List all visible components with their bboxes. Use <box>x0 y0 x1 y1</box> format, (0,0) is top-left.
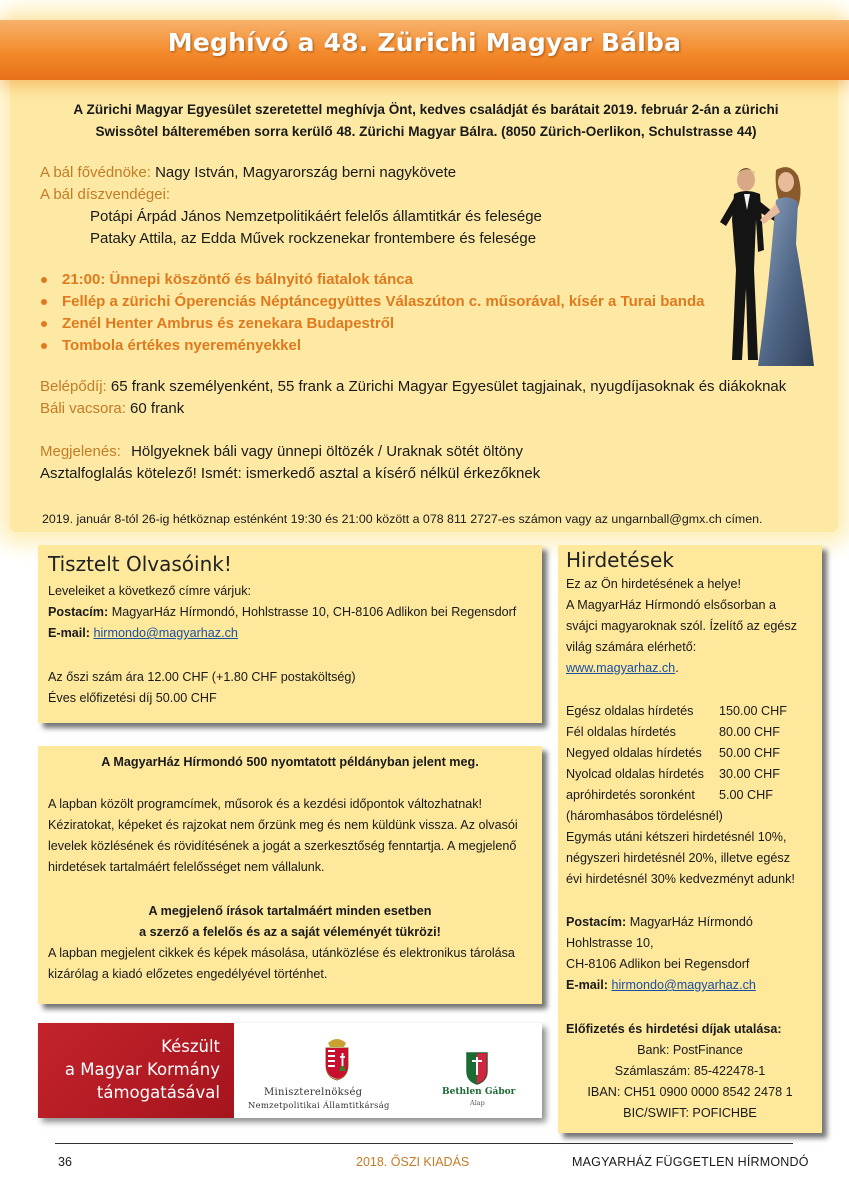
table-note: Asztalfoglalás kötelező! Ismét: ismerkedő asztal a kísérő nélkül érkezőknek <box>40 465 541 482</box>
readers-intro: Leveleiket a következő címre várjuk: <box>48 584 251 598</box>
notice-text-5: A lapban megjelent cikkek és képek másolása, utánközlése és elektronikus tárolása <box>48 946 515 960</box>
bethlen-gabor-logo-icon <box>465 1051 489 1085</box>
website-link[interactable]: www.magyarhaz.ch <box>566 661 676 675</box>
notice-text-6: kizárólag a kiadó előzetes engedélyével történhet. <box>48 967 328 981</box>
discount-line-3: négyszeri hirdetésnél 20%, illetve egész <box>566 851 791 865</box>
notice-heading: A MagyarHáz Hírmondó 500 nyomtatott példányban jelent meg. <box>101 755 479 769</box>
notice-text-4: hirdetések tartalmáért felelősséget nem vállalunk. <box>48 860 325 874</box>
payment-title: Előfizetés és hirdetési díjak utalása: <box>566 1022 782 1036</box>
guest-1: Potápi Árpád János Nemzetpolitikáért felelős államtitkár és felesége <box>90 208 542 225</box>
guest-2: Pataky Attila, az Edda Művek rockzenekar frontembere és felesége <box>90 230 537 247</box>
notice-text-2: Kéziratokat, képeket és rajzokat nem őrzünk meg és nem küldünk vissza. Az olvasói <box>48 818 518 832</box>
readers-title: Tisztelt Olvasóink! <box>48 552 232 576</box>
price-value: 80.00 CHF <box>719 725 780 739</box>
postal-value: MagyarHáz Hírmondó, Hohlstrasse 10, CH-8106 Adlikon bei Regensdorf <box>111 605 517 619</box>
invitation-intro <box>36 99 816 143</box>
ads-box <box>558 545 822 1133</box>
program-item-3: Zenél Henter Ambrus és zenekara Budapestről <box>62 315 395 332</box>
notice-bold-1: A megjelenő írások tartalmáért minden esetben <box>148 904 432 918</box>
bullet-icon <box>41 321 47 327</box>
price-name: Fél oldalas hírdetés <box>566 725 676 739</box>
discount-line-1: (háromhasábos tördelésnél) <box>566 809 723 823</box>
dinner-label: Báli vacsora: <box>40 400 126 417</box>
support-line-3: támogatásával <box>96 1083 220 1102</box>
program-item-1: 21:00: Ünnepi köszöntő és bálnyitó fiatalok tánca <box>62 271 413 288</box>
ads-postal-line <box>566 912 753 933</box>
price-value: 50.00 CHF <box>719 746 780 760</box>
fund-subtitle: Alap <box>470 1099 485 1107</box>
dress-label: Megjelenés: <box>40 443 121 460</box>
notice-text-3: levelek közlésének és rövidítésének a jogát a szerkesztőség fenntartja. A megjelenő <box>48 839 517 853</box>
price-line: Az őszi szám ára 12.00 CHF (+1.80 CHF postaköltség) <box>48 670 356 684</box>
patron-value: Nagy István, Magyarország berni nagykövete <box>155 164 457 181</box>
fee-line <box>40 376 786 398</box>
fee-label: Belépődíj: <box>40 378 107 395</box>
price-name: apróhirdetés soronként <box>566 788 695 802</box>
notice-bold-2: a szerző a felelős és az a saját véleményét tükrözi! <box>139 925 441 939</box>
program-item-2: Fellép a zürichi Óperenciás Néptáncegyüttes Válaszúton c. műsorával, kísér a Turai banda <box>62 293 705 310</box>
discount-line-2: Egymás utáni kétszeri hirdetésnél 10%, <box>566 830 787 844</box>
support-line-2: a Magyar Kormány <box>64 1060 220 1079</box>
price-value: 30.00 CHF <box>719 767 780 781</box>
readers-postal <box>48 602 516 623</box>
price-value: 5.00 CHF <box>719 788 773 802</box>
invitation-title: Meghívó a 48. Zürichi Magyar Bálba <box>167 28 682 57</box>
ads-line-2: A MagyarHáz Hírmondó elsősorban a <box>566 598 776 612</box>
ads-line-1: Ez az Ön hirdetésének a helye! <box>566 577 742 591</box>
ads-title: Hirdetések <box>566 548 674 572</box>
price-name: Nyolcad oldalas hírdetés <box>566 767 704 781</box>
dinner-value: 60 frank <box>130 400 185 417</box>
support-line-1: Készült <box>161 1037 220 1056</box>
patron-line <box>40 162 456 184</box>
payment-iban: IBAN: CH51 0900 0000 8542 2478 1 <box>587 1085 793 1099</box>
fund-name: Bethlen Gábor <box>442 1087 516 1097</box>
website-suffix: . <box>675 661 679 675</box>
fee-value: 65 frank személyenként, 55 frank a Zürichi Magyar Egyesület tagjainak, nyugdíjasoknak és diákoknak <box>110 378 787 395</box>
guests-label: A bál díszvendégei: <box>40 186 171 203</box>
bullet-icon <box>41 343 47 349</box>
ads-email-line <box>566 975 756 996</box>
ads-postal-city: CH-8106 Adlikon bei Regensdorf <box>566 957 750 971</box>
ministry-department: Nemzetpolitikai Államtitkárság <box>248 1100 390 1110</box>
government-support-panel <box>38 1023 234 1118</box>
readers-box <box>38 545 542 723</box>
price-name: Egész oldalas hírdetés <box>566 704 694 718</box>
ads-postal-label: Postacím: <box>566 915 627 929</box>
contact-line: 2019. január 8-tól 26-ig hétköznap esténként 19:30 és 21:00 között a 078 811 2727-es számon vagy az ungarnball@gmx.ch címen. <box>42 512 763 526</box>
bullet-icon <box>41 299 47 305</box>
bullet-icon <box>41 277 47 283</box>
sponsor-banner <box>38 1023 542 1118</box>
ministry-name: Miniszterelnökség <box>264 1087 363 1098</box>
email-label: E-mail: <box>48 626 90 640</box>
ads-website-line <box>566 658 679 679</box>
program-item-4: Tombola értékes nyereményekkel <box>62 337 302 354</box>
ads-line-4: világ számára elérhető: <box>566 640 697 654</box>
payment-swift: BIC/SWIFT: POFICHBE <box>623 1106 757 1120</box>
postal-label: Postacím: <box>48 605 109 619</box>
edition-label: 2018. ŐSZI KIADÁS <box>356 1155 470 1169</box>
ads-email-label: E-mail: <box>566 978 608 992</box>
dress-line <box>40 441 523 463</box>
price-name: Negyed oldalas hírdetés <box>566 746 702 760</box>
payment-bank: Bank: PostFinance <box>637 1043 743 1057</box>
ads-line-3: svájci magyaroknak szól. Ízelítő az egész <box>566 619 797 633</box>
email-link[interactable]: hirmondo@magyarhaz.ch <box>93 626 238 640</box>
notice-box <box>38 746 542 1004</box>
intro-line-2: Swissôtel bálteremében sorra kerülő 48. Zürichi Magyar Bálra. (8050 Zürich-Oerlikon, Schulstrasse 44) <box>95 124 757 139</box>
coat-of-arms-icon <box>322 1035 352 1081</box>
price-value: 150.00 CHF <box>719 704 787 718</box>
ads-postal-value: MagyarHáz Hírmondó <box>629 915 753 929</box>
discount-line-4: évi hirdetésnél 30% kedvezményt adunk! <box>566 872 795 886</box>
ads-postal-street: Hohlstrasse 10, <box>566 936 654 950</box>
readers-email <box>48 623 238 644</box>
dancing-couple-image <box>706 160 814 366</box>
page-number: 36 <box>58 1155 72 1169</box>
footer-divider <box>55 1143 793 1144</box>
publication-name: MAGYARHÁZ FÜGGETLEN HÍRMONDÓ <box>572 1155 809 1169</box>
patron-label: A bál fővédnöke: <box>40 164 151 181</box>
subscription-line: Éves előfizetési díj 50.00 CHF <box>48 691 217 705</box>
dinner-line <box>40 398 184 420</box>
intro-line-1: A Zürichi Magyar Egyesület szeretettel meghívja Önt, kedves családját és barátait 2019. február 2-án a zürichi <box>73 102 779 117</box>
payment-account: Számlaszám: 85-422478-1 <box>614 1064 766 1078</box>
notice-text-1: A lapban közölt programcímek, műsorok és a kezdési időpontok változhatnak! <box>48 797 483 811</box>
dress-value: Hölgyeknek báli vagy ünnepi öltözék / Uraknak sötét öltöny <box>131 443 523 460</box>
ads-email-link[interactable]: hirmondo@magyarhaz.ch <box>611 978 756 992</box>
